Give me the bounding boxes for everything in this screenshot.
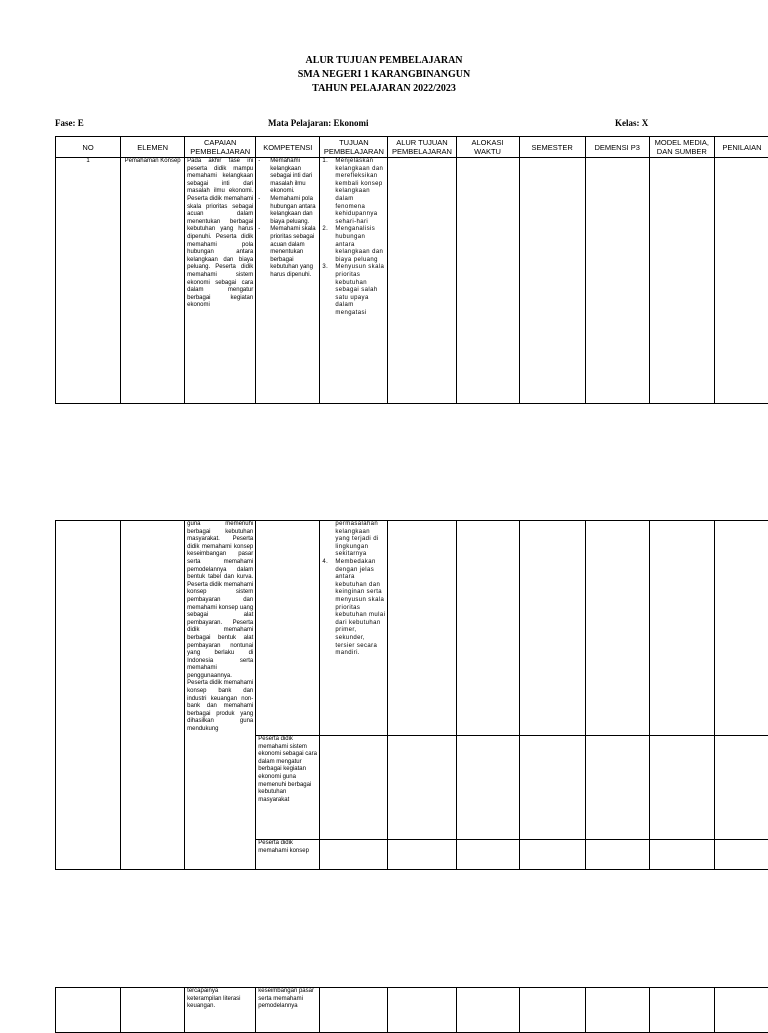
cell-demensi [585,988,649,1033]
col-model: MODEL MEDIA, DAN SUMBER [649,137,714,158]
cell-model [649,988,714,1033]
tujuan-item: 4. Membedakan dengan jelas antara kebutuhan dan keinginan serta menyusun skala prioritas kebutuhan mulai dari kebutuhan primer, sekunder, tersier secara mandiri. [322,559,385,658]
cell-alokasi [456,840,519,870]
cell-demensi [585,521,649,736]
cell-no [56,988,121,1033]
col-capaian: CAPAIAN PEMBELAJARAN [185,137,256,158]
col-elemen: ELEMEN [121,137,185,158]
cell-capaian: tercapainya keterampilan literasi keuangan. [185,988,256,1033]
tujuan-item: 2. Menganalisis hubungan antara kelangkaan dan biaya peluang [322,226,385,264]
cell-alokasi [456,158,519,404]
cell-semester [519,736,585,840]
kompetensi-item: - Memahami skala prioritas sebagai acuan dalam menentukan berbagai kebutuhan yang harus dipenuhi. [258,226,317,279]
cell-alokasi [456,521,519,736]
col-semester: SEMESTER [519,137,585,158]
cell-tujuan [320,988,388,1033]
cell-kompetensi: keseimbangan pasar serta memahami pemodelannya [256,988,320,1033]
cell-kompetensi: Peserta didik memahami konsep [256,840,320,870]
cell-demensi [585,840,649,870]
cell-alokasi [456,988,519,1033]
cell-semester [519,840,585,870]
cell-penilaian [714,158,768,404]
cell-capaian: guna memenuhi berbagai kebutuhan masyarakat. Peserta didik memahami konsep keseimbangan pasar serta memahami pemodelannya dalam bentuk tabel dan kurva. Peserta didik memahami konsep sistem pembayaran dan memahami konsep uang sebagai alat pembayaran. Peserta didik memahami berbagai bentuk alat pembayaran nontunai yang berlaku di Indonesia serta memahami penggunaannya. Peserta didik memahami konsep bank dan industri keuangan non-bank dan memahami berbagai produk yang dihasilkan guna mendukung [185,521,256,870]
col-alokasi: ALOKASI WAKTU [456,137,519,158]
cell-tujuan [320,840,388,870]
cell-kompetensi: Peserta didik memahami sistem ekonomi sebagai cara dalam mengatur berbagai kegiatan ekonomi guna memenuhi berbagai kebutuhan masyarakat [256,736,320,840]
col-demensi: DEMENSI P3 [585,137,649,158]
document-title-line3: TAHUN PELAJARAN 2022/2023 [0,83,768,94]
cell-tujuan [320,521,388,736]
cell-semester [519,988,585,1033]
cell-tujuan [320,736,388,840]
cell-elemen: Pemahaman Konsep [121,158,185,404]
cell-penilaian [714,736,768,840]
table-row [56,521,768,736]
col-kompetensi: KOMPETENSI [256,137,320,158]
fase-label: Fase: E [55,118,84,128]
cell-elemen [121,521,185,870]
atp-table-page1 [55,136,768,404]
cell-alur [388,521,456,736]
cell-demensi [585,736,649,840]
cell-model [649,521,714,736]
cell-alur [388,736,456,840]
cell-penilaian [714,521,768,736]
col-tujuan: TUJUAN PEMBELAJARAN [320,137,388,158]
cell-semester [519,521,585,736]
atp-table-page3 [55,987,768,1033]
tujuan-item: 1. Menjelaskan kelangkaan dan merefleksikan kembali konsep kelangkaan dalam fenomena kehidupannya sehari-hari [322,158,385,226]
cell-demensi [585,158,649,404]
cell-alur [388,840,456,870]
cell-penilaian [714,988,768,1033]
cell-model [649,158,714,404]
document-title-line2: SMA NEGERI 1 KARANGBINANGUN [0,69,768,80]
col-alur: ALUR TUJUAN PEMBELAJARAN [388,137,456,158]
cell-capaian: Pada akhir fase ini peserta didik mampu memahami kelangkaan sebagai inti dari masalah ilmu ekonomi. Peserta didik memahami skala prioritas sebagai acuan dalam menentukan berbagai kebutuhan yang harus dipenuhi. Peserta didik memahami pola hubungan antara kelangkaan dan biaya peluang. Peserta didik memahami sistem ekonomi sebagai cara dalam mengatur berbagai kegiatan ekonomi [185,158,256,404]
tujuan-continued: permasalahan kelangkaan yang terjadi di lingkungan sekitarnya [322,521,385,559]
cell-no [56,521,121,870]
kompetensi-item: - Memahami pola hubungan antara kelangkaan dan biaya peluang. [258,196,317,226]
cell-kompetensi [256,158,320,404]
cell-model [649,736,714,840]
atp-table-page2 [55,520,768,870]
cell-model [649,840,714,870]
mata-pelajaran-label: Mata Pelajaran: Ekonomi [268,118,369,128]
table-row [56,988,768,1033]
cell-no: 1 [56,158,121,404]
kelas-label: Kelas: X [615,118,648,128]
cell-elemen [121,988,185,1033]
tujuan-item: 3. Menyusun skala prioritas kebutuhan sebagai salah satu upaya dalam mengatasi [322,264,385,317]
table-row [56,158,768,404]
col-no: NO [56,137,121,158]
col-penilaian: PENILAIAN [714,137,768,158]
cell-kompetensi [256,521,320,736]
cell-alokasi [456,736,519,840]
cell-semester [519,158,585,404]
cell-penilaian [714,840,768,870]
cell-alur [388,988,456,1033]
kompetensi-item: - Memahami kelangkaan sebagai inti dari masalah ilmu ekonomi. [258,158,317,196]
cell-tujuan [320,158,388,404]
cell-alur [388,158,456,404]
document-title-line1: ALUR TUJUAN PEMBELAJARAN [0,55,768,66]
table-header-row [56,137,768,158]
